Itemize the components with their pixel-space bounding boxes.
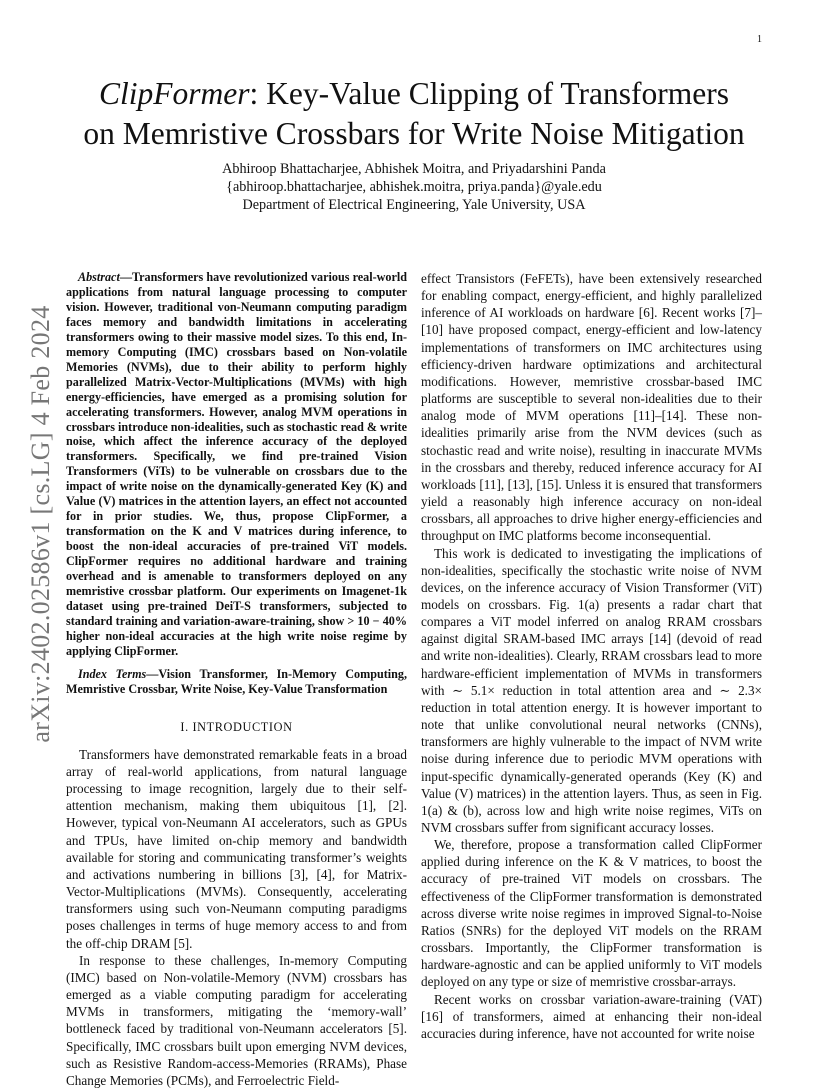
intro-paragraph-2: In response to these challenges, In-memory Computing (IMC) based on Non-volatile-Memory (NVM) crossbars has emerged as a viable computing paradigm for accelerating MVMs in transformers, mitigating the ‘memory-wall’ bottleneck faced by traditional von-Neumann accelerators [5]. Specifically, IMC crossbars built upon emerging NVM devices, such as Resistive Random-access-Memories (RRAMs), Phase Change Memories (PCMs), and Ferroelectric Field- — [66, 952, 407, 1088]
right-paragraph-4: Recent works on crossbar variation-aware-training (VAT) [16] of transformers, aimed at enhancing their non-ideal accuracies during inference, have not accounted for write noise — [421, 991, 762, 1041]
title-line-1 — [40, 74, 788, 114]
title-line-2: on Memristive Crossbars for Write Noise Mitigation — [83, 116, 745, 151]
author-emails: {abhiroop.bhattacharjee, abhishek.moitra, priya.panda}@yale.edu — [226, 179, 602, 195]
paper-title — [40, 74, 788, 154]
title-italic: ClipFormer — [99, 76, 250, 111]
index-terms-label: Index Terms — [78, 666, 147, 681]
arxiv-id: arXiv:2402.02586v1 [cs.LG] 4 Feb 2024 — [26, 305, 55, 743]
index-terms — [66, 667, 407, 697]
abstract-text: Transformers have revolutionized various real-world applications from natural language processing to computer vision. However, traditional von-Neumann computing paradigm faces memory and bandwidth limitations in accelerating transformers owing to their massive model sizes. To this end, In-memory Computing (IMC) crossbars based on Non-volatile Memories (NVMs), due to their ability to perform highly parallelized Matrix-Vector-Multiplications (MVMs) with high energy-efficiencies, have emerged as a promising solution for accelerating transformers. However, analog MVM operations in crossbars introduce non-idealities, such as stochastic read & write noise, which affect the inference accuracy of the deployed transformers. Specifically, we find pre-trained Vision Transformers (ViTs) to be vulnerable on crossbars due to the impact of write noise on the dynamically-generated Key (K) and Value (V) matrices in the attention layers, an effect not accounted for in prior studies. We, thus, propose ClipFormer, a transformation on the K and V matrices during inference, to boost the non-ideal accuracies of pre-trained ViT models. ClipFormer requires no additional hardware and training overhead and is amenable to transformers deployed on any memristive crossbar platform. Our experiments on Imagenet-1k dataset using pre-trained DeiT-S transformers, subjected to standard training and variation-aware-training, show > 10 − 40% higher non-ideal accuracies at the high write noise regime by applying ClipFormer. — [66, 270, 407, 658]
right-paragraph-3: We, therefore, propose a transformation called ClipFormer applied during inference on the K & V matrices, to boost the accuracy of pre-trained ViT models on crossbars. The effectiveness of the ClipFormer transformation is demonstrated across diverse write noise regimes in improved Signal-to-Noise Ratios (SNRs) for the deployed ViT models on the RRAM crossbars. Importantly, the ClipFormer transformation is hardware-agnostic and can be applied uniformly to ViT models deployed on any type or size of memristive crossbar-arrays. — [421, 837, 762, 990]
affiliation: Department of Electrical Engineering, Yale University, USA — [242, 197, 586, 213]
right-column — [421, 270, 762, 1042]
left-column — [66, 270, 407, 1089]
page-number: 1 — [757, 34, 762, 45]
title-rest: : Key-Value Clipping of Transformers — [249, 76, 729, 111]
abstract-dash: — — [119, 270, 132, 284]
section-heading: I. INTRODUCTION — [180, 719, 293, 734]
abstract — [66, 270, 407, 659]
abstract-label: Abstract — [78, 270, 120, 284]
author-list: Abhiroop Bhattacharjee, Abhishek Moitra, and Priyadarshini Panda — [222, 161, 606, 177]
intro-paragraph-1: Transformers have demonstrated remarkable feats in a broad array of real-world applications, from natural language processing to image recognition, largely due to their self-attention mechanism, making them ubiquitous [1], [2]. However, typical von-Neumann AI accelerators, such as GPUs and TPUs, have limited on-chip memory and bandwidth available for storing and communicating transformer’s weights and activations numbering in billions [3], [4], for Matrix-Vector-Multiplications (MVMs). Consequently, accelerating transformers using such von-Neumann computing paradigms poses challenges in terms of huge memory access to and from the off-chip DRAM [5]. — [66, 746, 407, 951]
right-paragraph-1: effect Transistors (FeFETs), have been extensively researched for enabling compact, energy-efficient, and highly parallelized inference of AI workloads on hardware [6]. Recent works [7]–[10] have proposed compact, energy-efficient and low-latency implementations of transformers on IMC architectures using efficiency-driven hardware optimizations and architectural modifications. However, memristive crossbar-based IMC platforms are susceptible to several non-idealities due to their analog mode of MVM operations [11]–[14]. These non-idealities primarily arise from the NVM devices (such as stochastic read and write noise), resulting in inaccurate MVMs in the crossbars and thereby, reduced inference accuracy for AI workloads [11], [13], [15]. Unless it is ensured that transformers yield a reasonably high inference accuracy on non-ideal crossbars, all approaches to drive higher energy-efficiencies and throughput on IMC platforms become inconsequential. — [421, 271, 762, 544]
index-terms-text: —Vision Transformer, In-Memory Computing, Memristive Crossbar, Write Noise, Key-Value Transformation — [66, 666, 407, 696]
right-paragraph-2: This work is dedicated to investigating the implications of non-idealities, specifically the stochastic write noise of NVM devices, on the inference accuracy of Vision Transformer (ViT) models on crossbars. Fig. 1(a) presents a radar chart that compares a ViT model inferred on analog RRAM crossbars against digital SRAM-based IMC arrays [14] (devoid of read and write non-idealities). Clearly, RRAM crossbars lead to more hardware-efficient implementation of MVMs in transformers with ∼ 5.1× reduction in total attention area and ∼ 2.3× reduction in total attention energy. It is however important to note that unlike convolutional neural networks (CNNs), transformers are highly vulnerable to the impact of NVM write noise during inference due to periodic MVM operations with input-specific dynamically-generated operands (Key (K) and Value (V) matrices) in the attention layers. Thus, as seen in Fig. 1(a) & (b), across low and high write noise regimes, ViTs on NVM crossbars suffer from significant accuracy losses. — [421, 545, 762, 835]
